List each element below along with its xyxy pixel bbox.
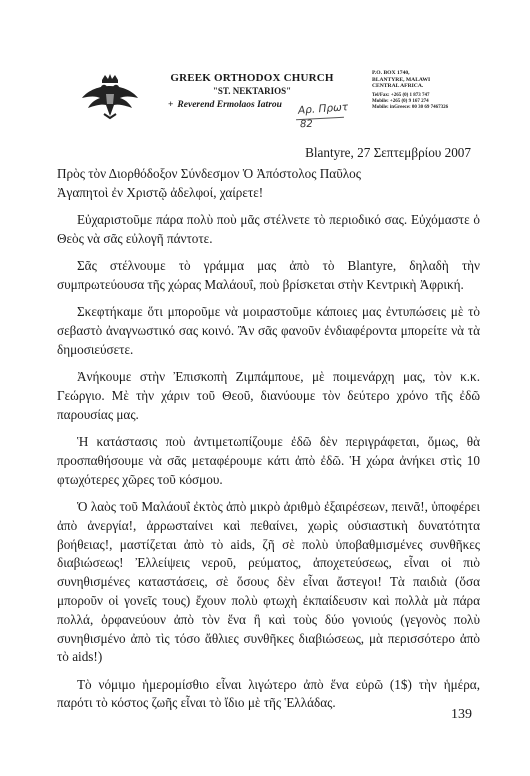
- reverend-line: [168, 100, 282, 110]
- contact-numbers: [372, 93, 448, 111]
- handwritten-protocol-number: 82: [299, 118, 313, 131]
- greeting-line: Ἀγαπητοὶ ἐν Χριστῷ ἀδελφοί, χαίρετε!: [57, 184, 264, 200]
- paragraph: Ἀνήκουμε στὴν Ἐπισκοπὴ Ζιμπάμπουε, μὲ ποιμενάρχη μας, τὸν κ.κ. Γεώργιο. Μὲ τὴν χάριν τοῦ Θεοῦ, διανύουμε τὸν δεύτερο χρόνο τῆς ἐδῶ παρουσίας μας.: [57, 369, 480, 422]
- paragraph: Ὁ λαὸς τοῦ Μαλάουΐ ἐκτὸς ἀπὸ μικρὸ ἀριθμὸ ἐξαιρέσεων, πεινᾶ!, ὑποφέρει ἀπὸ ἀνεργία!, ἀρρωσταίνει καὶ πεθαίνει, χωρὶς οὐσιαστικὴ δυνατότητα βοήθειας!, μαστίζεται ἀπὸ τὸ aids, ζῆ σὲ πολὺ ὑποβαθμισμένες συνθῆκες διαβιώσεως! Ἐλλείψεις νεροῦ, ρεύματος, ἀποχετεύσεως, εἶναι οἱ πιὸ συνηθισμένες καταστάσεις, σὲ ὅσους δὲν εἶναι ἄστεγοι! Τὰ παιδιὰ (ὅσα μποροῦν οἱ γονεῖς τους) ἔχουν πολὺ φτωχὴ ἐκπαίδευσιν καὶ πολλὰ μὰ πάρα πολλά, ὀρφανεύουν ἀπὸ τὸν ἕνα ἢ καὶ τοὺς δύο γονιούς (γεγονὸς πολὺ συνηθισμένο ἀπὸ τὶς τόσο ἄθλιες συνθῆκες διαβιώσεως, μὰ περισσότερο ἀπὸ τὸ aids!): [57, 498, 480, 665]
- church-name: GREEK ORTHODOX CHURCH: [170, 72, 334, 84]
- cross-icon: +: [168, 100, 174, 110]
- page-number: 139: [451, 707, 472, 722]
- paragraph: Τὸ νόμιμο ἡμερομίσθιο εἶναι λιγώτερο ἀπὸ ἕνα εὐρῶ (1$) τὴν ἡμέρα, παρότι τὸ κόστος ζωῆς εἶναι τὸ ἴδιο μὲ τῆς Ἑλλάδας.: [57, 676, 480, 711]
- handwritten-protocol-note: Αρ. Πρωτ: [297, 101, 349, 117]
- church-subtitle: "ST. NEKTARIOS": [212, 86, 292, 96]
- paragraph: Σκεφτήκαμε ὅτι μποροῦμε νὰ μοιραστοῦμε κάποιες μας ἐντυπώσεις μὲ τὸ σεβαστὸ ἀναγνωστικό σας κοινό. Ἂν σᾶς φανοῦν ἐνδιαφέροντα μπορείτε νὰ τὰ δημοσιεύσετε.: [57, 304, 480, 357]
- recipient-line: Πρὸς τὸν Διορθόδοξον Σύνδεσμον Ὁ Ἀπόστολος Παῦλος: [57, 166, 361, 181]
- contact-line: Tel/Fax: +265 (0) 1 873 747: [372, 93, 430, 98]
- paragraph: Εὐχαριστοῦμε πάρα πολὺ ποὺ μᾶς στέλνετε τὸ περιοδικό σας. Εὐχόμαστε ὁ Θεὸς νὰ σᾶς εὐλογῆ πάντοτε.: [57, 212, 480, 246]
- contact-line: Mobile: inGreece: 00 30 69 7467326: [372, 105, 449, 110]
- letter-date: Blantyre, 27 Σεπτεμβρίου 2007: [305, 145, 471, 160]
- reverend-name: Reverend Ermolaos Iatrou: [177, 100, 282, 110]
- paragraph: Σᾶς στέλνουμε τὸ γράμμα μας ἀπὸ τὸ Blantyre, δηλαδὴ τὴν συμπρωτεύουσα τῆς χώρας Μαλάουΐ, ποὺ βρίσκεται στὴν Κεντρικὴ Ἀφρική.: [57, 258, 480, 292]
- address-line: P.O. BOX 1740,: [372, 70, 410, 76]
- contact-line: Mobile: +265 (0) 9 167 274: [372, 99, 429, 104]
- address-line: CENTRAL AFRICA.: [372, 83, 424, 89]
- church-crest-icon: [80, 72, 140, 122]
- address-line: BLANTYRE, MALAWI: [372, 76, 431, 83]
- postal-address: [372, 70, 430, 90]
- letter-body: [57, 165, 480, 713]
- paragraph: Ἡ κατάστασις ποὺ ἀντιμετωπίζουμε ἐδῶ δὲν περιγράφεται, ὅμως, θὰ προσπαθήσουμε νὰ σᾶς μεταφέρουμε κάτι ἀπὸ ἐδῶ. Ἡ χώρα ἀνήκει στὶς 10 φτωχότερες χῶρες τοῦ κόσμου.: [57, 434, 480, 487]
